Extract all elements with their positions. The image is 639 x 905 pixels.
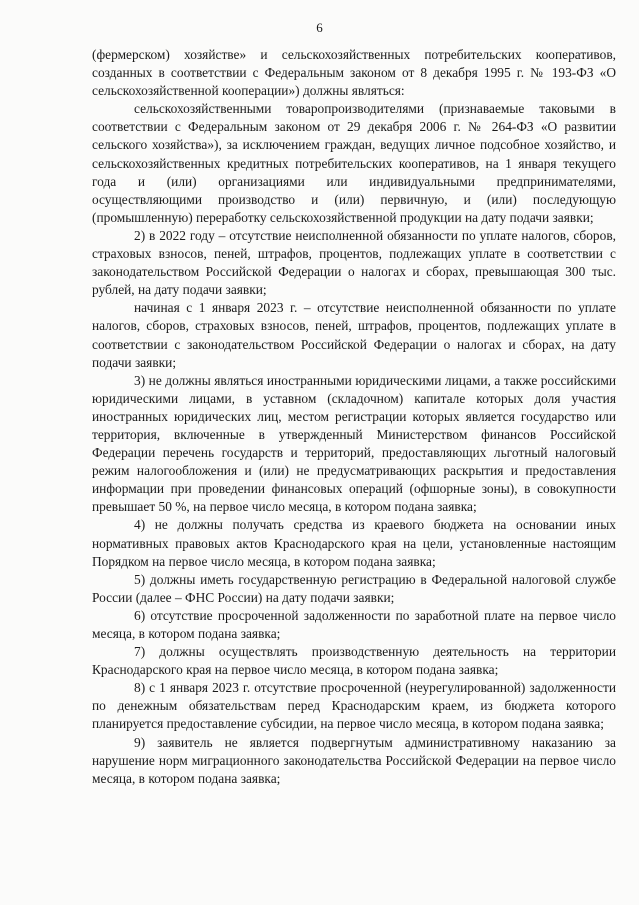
paragraph-item-5: 5) должны иметь государственную регистрацию в Федеральной налоговой службе России (далее – ФНС России) на дату подачи заявки; (92, 571, 616, 605)
paragraph-item-9: 9) заявитель не является подвергнутым административному наказанию за нарушение норм миграционного законодательства Российской Федерации на первое число месяца, в котором подана заявка; (92, 734, 616, 786)
paragraph-item-2: 2) в 2022 году – отсутствие неисполненной обязанности по уплате налогов, сборов, страховых взносов, пеней, штрафов, процентов, подлежащих уплате в соответствии с законодательством Российской Федерации о налогах и сборах, превышающая 300 тыс. рублей, на дату подачи заявки; (92, 227, 616, 298)
document-body (92, 46, 616, 788)
paragraph-continuation: (фермерском) хозяйстве» и сельскохозяйственных потребительских кооперативов, созданных в соответствии с Федеральным законом от 8 декабря 1995 г. № 193-ФЗ «О сельскохозяйственной кооперации») должны являться: (92, 47, 616, 99)
paragraph-item-6: 6) отсутствие просроченной задолженности по заработной плате на первое число месяца, в котором подана заявка; (92, 607, 616, 641)
paragraph-item-8: 8) с 1 января 2023 г. отсутствие просроченной (неурегулированной) задолженности по денежным обязательствам перед Краснодарским краем, из бюджета которого планируется предоставление субсидии, на первое число месяца, в котором подана заявка; (92, 680, 616, 732)
paragraph-producers: сельскохозяйственными товаропроизводителями (признаваемые таковыми в соответствии с Федеральным законом от 29 декабря 2006 г. № 264-ФЗ «О развитии сельского хозяйства»), за исключением граждан, ведущих личное подсобное хозяйство, и сельскохозяйственных кредитных потребительских кооперативов, на 1 января текущего года и (или) организациями или индивидуальными предпринимателями, осуществляющими производство и (или) первичную, и (или) последующую (промышленную) переработку сельскохозяйственной продукции на дату подачи заявки; (92, 101, 616, 225)
paragraph-item-7: 7) должны осуществлять производственную деятельность на территории Краснодарского края на первое число месяца, в котором подана заявка; (92, 644, 616, 678)
paragraph-item-2-2023: начиная с 1 января 2023 г. – отсутствие неисполненной обязанности по уплате налогов, сборов, страховых взносов, пеней, штрафов, процентов, подлежащих уплате в соответствии с законодательством Российской Федерации о налогах и сборах, на дату подачи заявки; (92, 300, 616, 370)
paragraph-item-3: 3) не должны являться иностранными юридическими лицами, а также российскими юридическими лицами, в уставном (складочном) капитале которых доля участия иностранных юридических лиц, местом регистрации которых является государство или территория, включенные в утвержденный Министерством финансов Российской Федерации перечень государств и территорий, предоставляющих льготный налоговый режим налогообложения и (или) не предусматривающих раскрытия и предоставления информации при проведении финансовых операций (офшорные зоны), в совокупности превышает 50 %, на первое число месяца, в котором подана заявка; (92, 372, 616, 515)
paragraph-item-4: 4) не должны получать средства из краевого бюджета на основании иных нормативных правовых актов Краснодарского края на цели, установленные настоящим Порядком на первое число месяца, в котором подана заявка; (92, 517, 616, 569)
page-number: 6 (316, 20, 323, 35)
